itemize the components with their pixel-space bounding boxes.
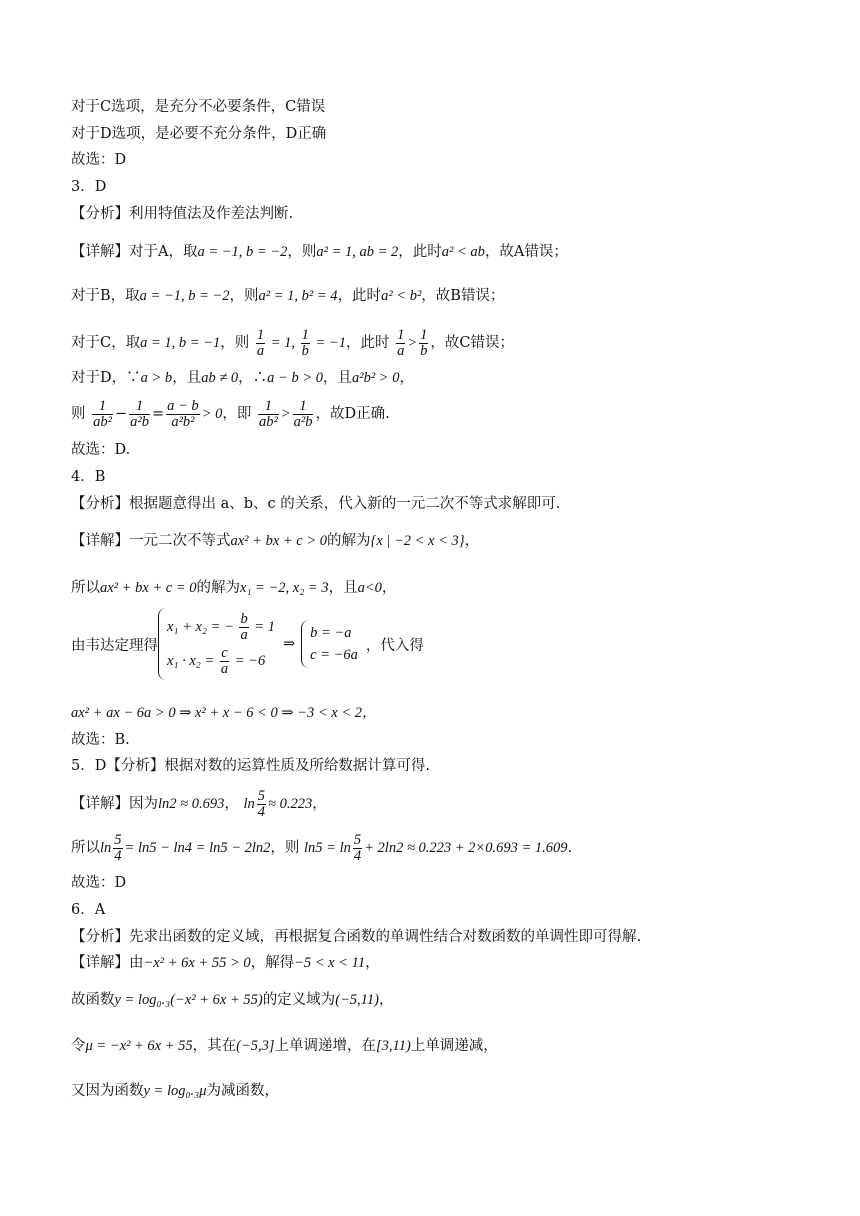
answer: 故选：B.	[71, 732, 130, 748]
vieta-system: 由韦达定理得 x₁ + x₂ = − $\frac{b}{a}$ = 1 x₁ · x₂ = $\frac{c}{a}$ = −6 ⇒ b = −a c = −6a ，代入得	[71, 608, 424, 680]
text-line: 对于D选项，是必要不充分条件，D正确	[71, 126, 327, 142]
analysis: 【分析】先求出函数的定义域，再根据复合函数的单调性结合对数函数的单调性即可得解.	[71, 929, 642, 945]
analysis: 5．D【分析】根据对数的运算性质及所给数据计算可得.	[71, 758, 430, 774]
analysis: 【分析】利用特值法及作差法判断.	[71, 206, 294, 222]
detail-line: 又因为函数y = log₀.₃μ为减函数，	[71, 1083, 279, 1099]
fraction: $\frac{1}{a}$	[397, 326, 405, 359]
fraction: $\frac{1}{a}$	[256, 326, 265, 359]
detail-line: 则 $\frac{1}{\text{ab²}}$ − $\frac{1}{\text{a²b}}$ = $\frac{a - b}{\text{a²b²}}$ > 0，即 $\frac{1}{\text{ab²}}$ > $\frac{1}{\text{a²b}}$ ，故D正确.	[71, 397, 390, 430]
detail-line: 对于D，∵a > b，且ab ≠ 0，∴a − b > 0，且a²b² > 0，	[71, 370, 414, 386]
answer: 故选：D.	[71, 442, 131, 458]
equation-system: x₁ + x₂ = − $\frac{b}{a}$ = 1 x₁ · x₂ = $\frac{c}{a}$ = −6	[158, 608, 275, 680]
equation-system: b = −a c = −6a	[301, 620, 358, 668]
detail-line: 所以ax² + bx + c = 0的解为x₁ = −2, x₂ = 3，且a<0，	[71, 580, 397, 596]
formula-line: ax² + ax − 6a > 0 ⇒ x² + x − 6 < 0 ⇒ −3 < x < 2，	[71, 705, 377, 721]
answer: 故选：D	[71, 875, 127, 891]
analysis: 【分析】根据题意得出 a、b、c 的关系，代入新的一元二次不等式求解即可.	[71, 496, 561, 512]
text-line: 对于C选项，是充分不必要条件，C错误	[71, 99, 326, 115]
detail-line: 【详解】由−x² + 6x + 55 > 0，解得−5 < x < 11，	[71, 955, 380, 971]
detail-line: 对于B，取a = −1, b = −2，则a² = 1, b² = 4，此时a² < b²，故B错误；	[71, 288, 505, 304]
detail-line: 对于C，取a = 1, b = −1，则 $\frac{1}{a}$ = 1, $\frac{1}{b}$ = −1，此时 $\frac{1}{a}$ > $\frac{1}{b}$ ，故C错误；	[71, 326, 514, 359]
text-line: 故选：D	[71, 152, 127, 168]
question-number: 4．B	[71, 469, 106, 485]
detail-line: 【详解】一元二次不等式ax² + bx + c > 0的解为{x | −2 < x < 3}，	[71, 533, 480, 549]
fraction: $\frac{1}{b}$	[301, 326, 309, 359]
fraction: $\frac{1}{b}$	[420, 326, 428, 359]
detail-line: 【详解】因为ln2 ≈ 0.693， ln $\frac{5}{4}$ ≈ 0.223，	[71, 787, 327, 820]
detail-line: 所以ln $\frac{5}{4}$ = ln5 − ln4 = ln5 − 2ln2，则 ln5 = ln $\frac{5}{4}$ + 2ln2 ≈ 0.223 + 2×0.693 = 1.609.	[71, 831, 573, 864]
question-number: 3．D	[71, 179, 107, 195]
detail-line: 令μ = −x² + 6x + 55，其在(−5,3]上单调递增，在[3,11)上单调递减，	[71, 1038, 498, 1054]
detail-line: 【详解】对于A，取a = −1, b = −2，则a² = 1, ab = 2，此时a² < ab，故A错误；	[71, 244, 568, 260]
question-number: 6．A	[71, 902, 106, 918]
detail-line: 故函数y = log₀.₃(−x² + 6x + 55)的定义域为(−5,11)，	[71, 992, 394, 1008]
